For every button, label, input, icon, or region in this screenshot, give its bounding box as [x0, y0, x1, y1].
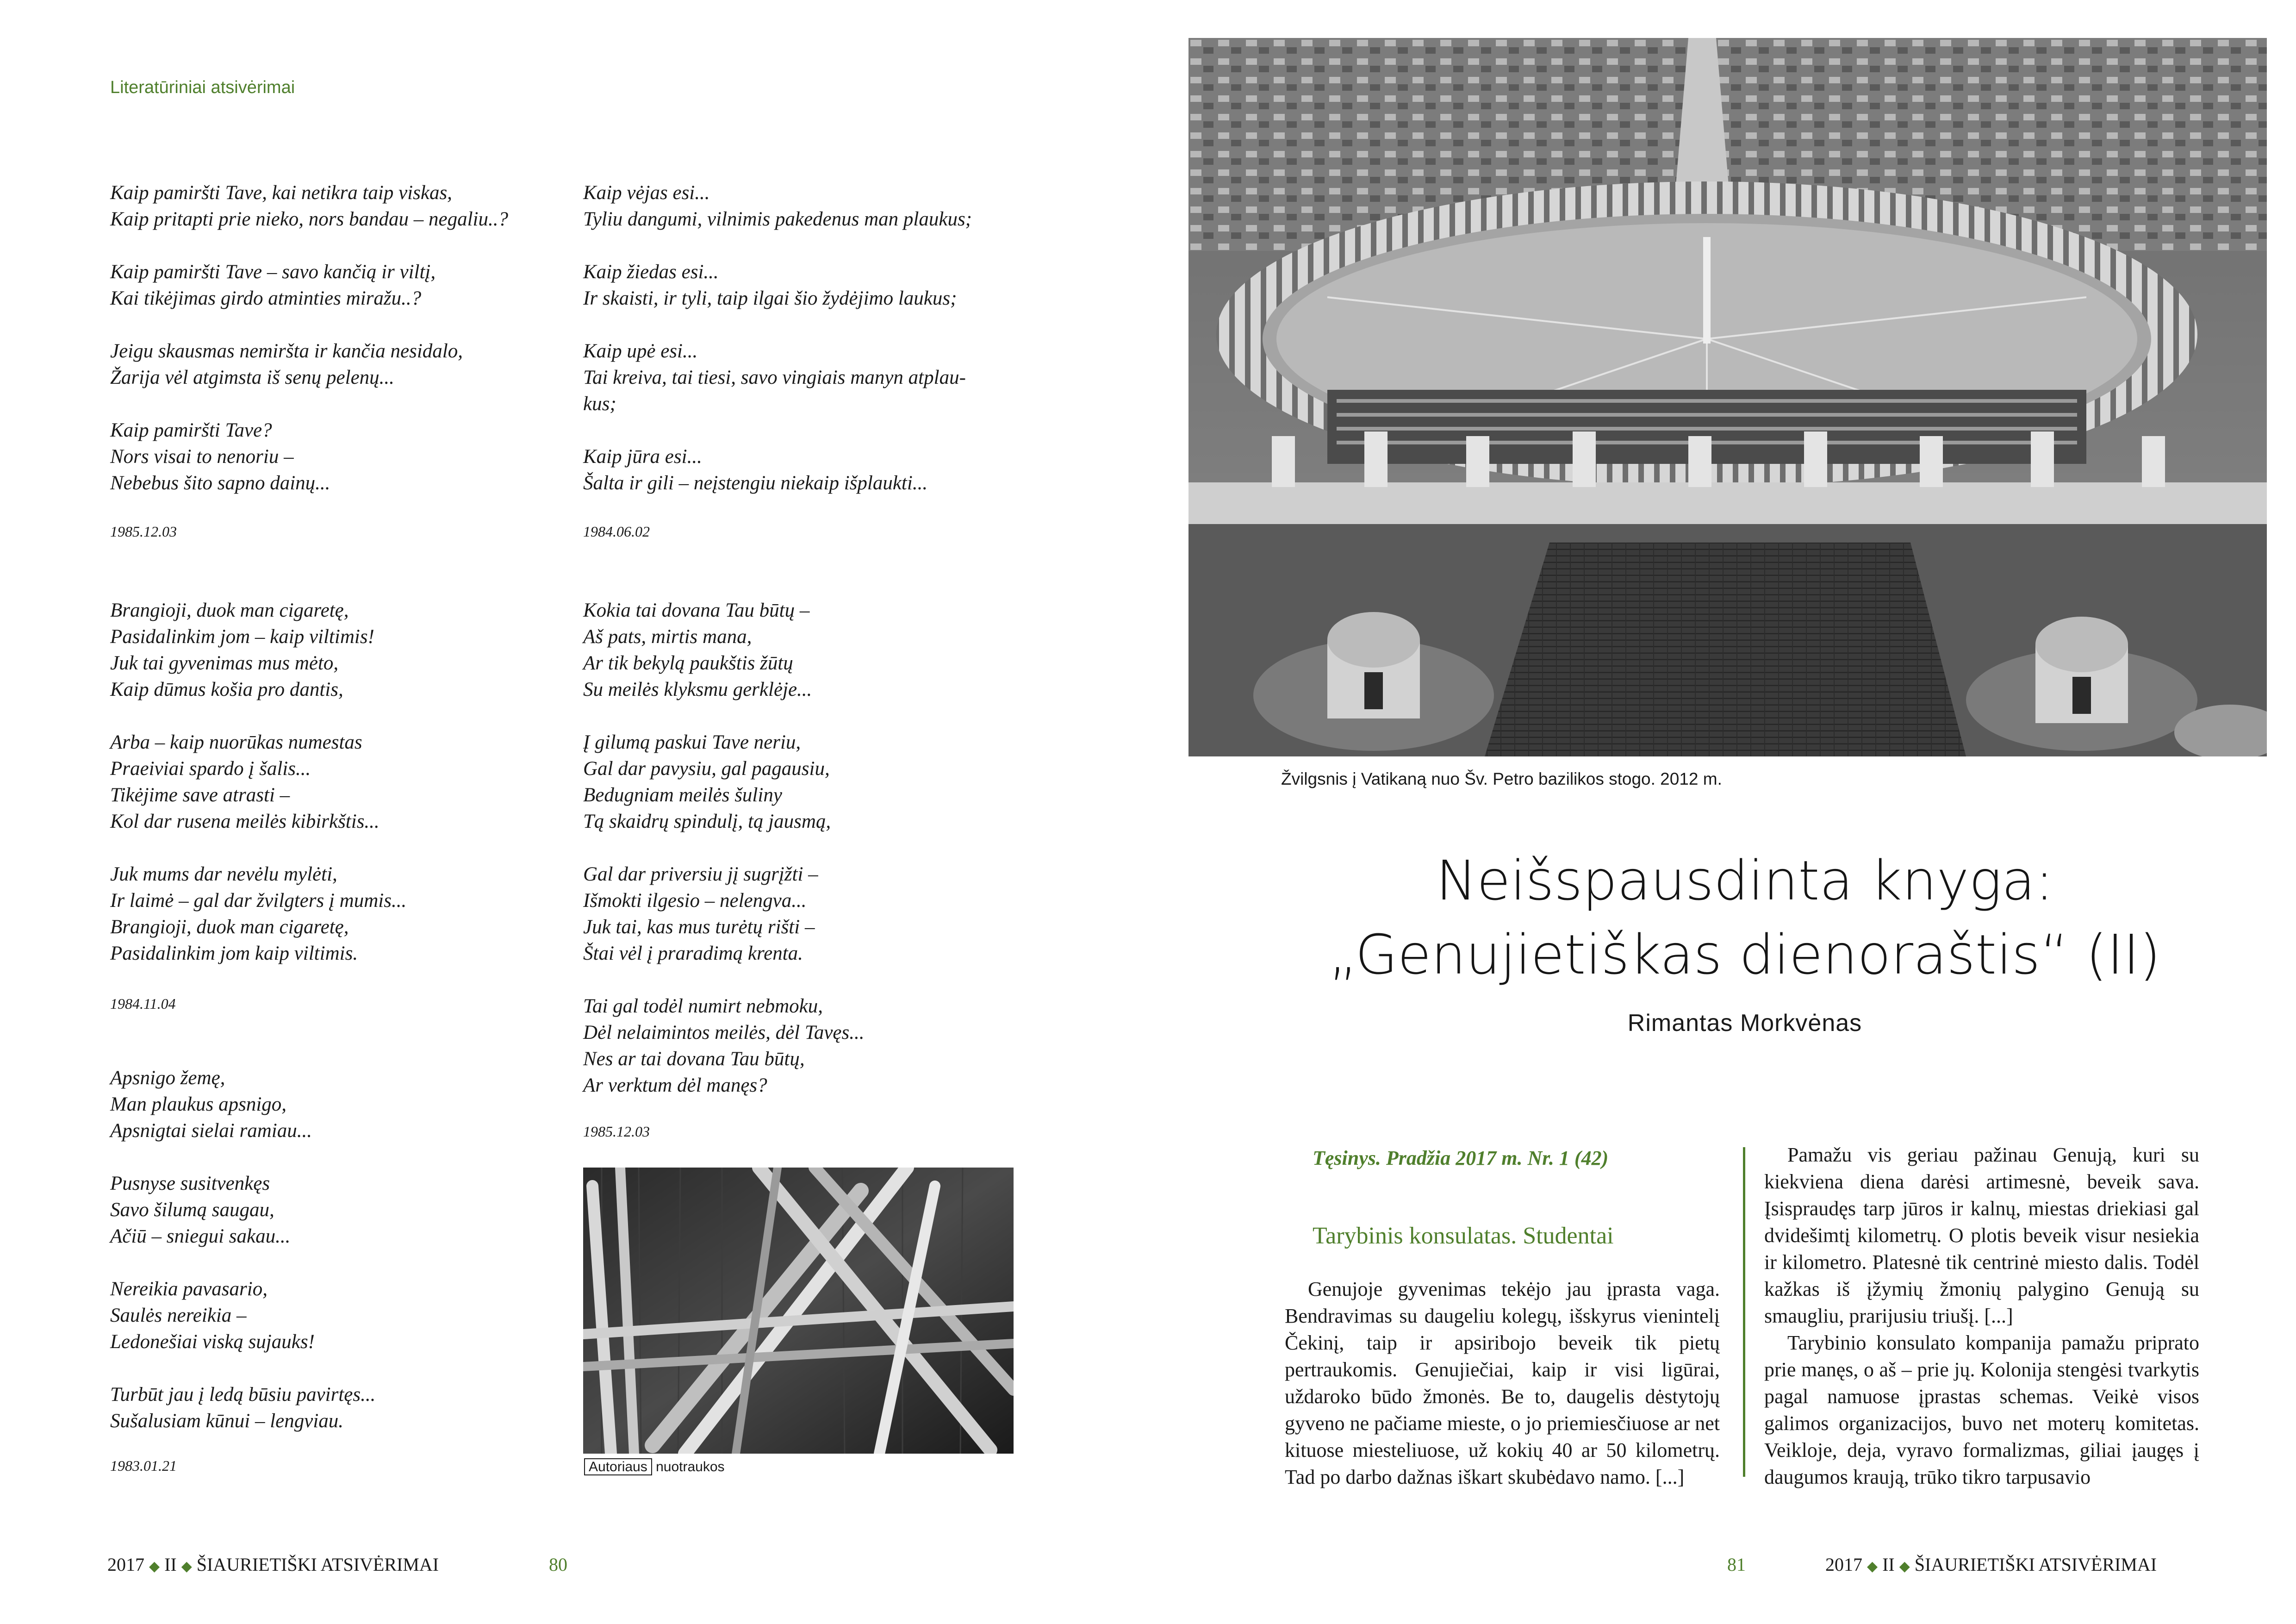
poem-line: Kokia tai dovana Tau būtų – — [583, 600, 810, 621]
poem-line: Kai tikėjimas girdo atminties miražu..? — [110, 287, 422, 309]
poem-line: Praeiviai spardo į šalis... — [110, 758, 311, 780]
poem-line: Kaip žiedas esi... — [583, 261, 719, 283]
poem-line: Ir laimė – gal dar žvilgters į mumis... — [110, 890, 407, 912]
photo-credit-rest: nuotraukos — [656, 1459, 725, 1474]
poem-line: Arba – kaip nuorūkas numestas — [110, 731, 362, 753]
stanza-break — [583, 835, 865, 861]
poem-line: Juk tai, kas mus turėtų rišti – — [583, 916, 815, 938]
wood-sticks-photo — [583, 1168, 1014, 1454]
article-title-line1: Neišspausdinta knyga: — [1436, 849, 2054, 912]
stanza-break — [583, 232, 972, 259]
poem-line: Tikėjime save atrasti – — [110, 784, 290, 806]
poem-left-2 — [110, 597, 406, 967]
poem-date: 1983.01.21 — [110, 1457, 177, 1474]
poem-line: Apsnigtai sielai ramiau... — [110, 1120, 312, 1142]
poem-line: Gal dar pavysiu, gal pagausiu, — [583, 758, 830, 780]
footer-year: 2017 — [1825, 1554, 1862, 1575]
poem-line: Pasidalinkim jom kaip viltimis. — [110, 943, 358, 964]
poem-left-1 — [110, 180, 508, 496]
poem-line: Kaip pamiršti Tave – savo kančią ir viltį, — [110, 261, 436, 283]
poem-line: Savo šilumą saugau, — [110, 1199, 274, 1221]
column-divider — [1743, 1147, 1745, 1477]
page-number-right: 81 — [1727, 1554, 1746, 1575]
footer-issue: II — [164, 1554, 177, 1575]
footer-journal: ŠIAURIETIŠKI ATSIVĖRIMAI — [196, 1554, 439, 1575]
poem-date: 1984.11.04 — [110, 995, 176, 1012]
article-paragraph: Pamažu vis geriau pažinau Genują, kuri su kiekviena diena darėsi artimesnė, beveik sava. Įsispraudęs tarp jūros ir kalnų, miestas driekiasi gal dvidešimtį kilometrų. O plotis beveik visur nesiekia ir kilometro. Platesnė tik centrinė miesto dalis. Todėl kažkas iš įžymių žmonių palygino Genują su smaugliu, prarijusiu triušį. [...] — [1764, 1143, 2199, 1327]
poem-line: Gal dar priversiu jį sugrįžti – — [583, 863, 818, 885]
stanza-break — [110, 703, 406, 729]
poem-line: Su meilės klyksmu gerklėje... — [583, 679, 812, 700]
poem-line: Kaip pritapti prie nieko, nors bandau – negaliu..? — [110, 208, 508, 230]
poem-line: Kaip jūra esi... — [583, 446, 702, 468]
poem-line: Ledonešiai viską sujauks! — [110, 1331, 315, 1353]
poem-line: Sušalusiam kūnui – lengviau. — [110, 1410, 344, 1432]
article-paragraph: Genujoje gyvenimas tekėjo jau įprasta vaga. Bendravimas su daugeliu kolegų, išskyrus vienintelį Čekinį, taip ir apsiribojo beveik tik pietų pertraukomis. Genujiečiai, kaip ir visi ligūrai, uždaroko būdo žmonės. Be to, daugelis dėstytojų gyveno ne pačiame mieste, o jo priemiesčiuose ar net kituose miesteliuose, už kokių 40 ar 50 kilometrų. Tad po darbo dažnas iškart skubėdavo namo. [...] — [1285, 1278, 1720, 1488]
article-column-2 — [1764, 1142, 2199, 1491]
poem-line: Tyliu dangumi, vilnimis pakedenus man plaukus; — [583, 208, 972, 230]
poem-line: Ar tik bekylą paukštis žūtų — [583, 652, 793, 674]
stanza-break — [110, 391, 508, 417]
poem-line: Kaip dūmus košia pro dantis, — [110, 679, 343, 700]
poem-line: Nes ar tai dovana Tau būtų, — [583, 1048, 805, 1070]
poem-date: 1984.06.02 — [583, 523, 650, 540]
section-label: Literatūriniai atsivėrimai — [110, 78, 295, 97]
poem-line: Į gilumą paskui Tave neriu, — [583, 731, 801, 753]
poem-date: 1985.12.03 — [583, 1123, 650, 1140]
poem-line: Tai gal todėl numirt nebmoku, — [583, 995, 823, 1017]
poem-line: Tą skaidrų spindulį, tą jausmą, — [583, 811, 831, 832]
stanza-break — [110, 232, 508, 259]
footer-bullet-icon: ◆ — [149, 1559, 160, 1574]
poem-line: Kaip pamiršti Tave? — [110, 419, 272, 441]
poem-line: Tai kreiva, tai tiesi, savo vingiais manyn atplau- — [583, 367, 966, 388]
poem-line: Juk mums dar nevėlu mylėti, — [110, 863, 337, 885]
article-subheading: Tarybinis konsulatas. Studentai — [1313, 1223, 1614, 1249]
article-paragraph: Tarybinio konsulato kompanija pamažu priprato prie manęs, o aš – prie jų. Kolonija stengėsi tvarkytis pagal namuose įprastas schemas. Veikė visos galimos organizacijos, buvo net moterų komitetas. Veikloje, deja, vyravo formalizmas, giliai įaugęs į daugumos kraują, trūko tikro tarpusavio — [1764, 1331, 2199, 1488]
poem-line: Turbūt jau į ledą būsiu pavirtęs... — [110, 1384, 376, 1405]
poem-line: Man plaukus apsnigo, — [110, 1093, 287, 1115]
article-author: Rimantas Morkvėnas — [1627, 1010, 1862, 1037]
poem-line: Bedugniam meilės šuliny — [583, 784, 782, 806]
poem-line: Kaip vėjas esi... — [583, 182, 710, 204]
stanza-break — [583, 312, 972, 338]
footer-issue: II — [1882, 1554, 1895, 1575]
poem-date: 1985.12.03 — [110, 523, 177, 540]
vatican-caption: Žvilgsnis į Vatikaną nuo Šv. Petro bazilikos stogo. 2012 m. — [1281, 769, 1722, 788]
vatican-photo — [1188, 38, 2267, 756]
stanza-break — [583, 703, 865, 729]
article-column-1 — [1285, 1276, 1720, 1491]
poem-line: Jeigu skausmas nemiršta ir kančia nesidalo, — [110, 340, 463, 362]
poem-line: Pusnyse susitvenkęs — [110, 1173, 270, 1194]
poem-line: Kaip pamiršti Tave, kai netikra taip viskas, — [110, 182, 452, 204]
footer-right — [1825, 1554, 2157, 1575]
poem-line: Ir skaisti, ir tyli, taip ilgai šio žydėjimo laukus; — [583, 287, 957, 309]
footer-bullet-icon: ◆ — [1899, 1559, 1910, 1574]
stanza-break — [583, 417, 972, 443]
poem-line: Štai vėl į praradimą krenta. — [583, 943, 803, 964]
stanza-break — [110, 312, 508, 338]
footer-bullet-icon: ◆ — [181, 1559, 192, 1574]
poem-line: Nebebus šito sapno dainų... — [110, 472, 330, 494]
poem-line: Šalta ir gili – neįstengiu niekaip išplaukti... — [583, 472, 928, 494]
poem-line: Nors visai to nenoriu – — [110, 446, 294, 468]
poem-line: Ačiū – sniegui sakau... — [110, 1225, 291, 1247]
photo-credit-boxed: Autoriaus — [584, 1458, 652, 1475]
poem-line: Išmokti ilgesio – nelengva... — [583, 890, 807, 912]
poem-line: kus; — [583, 393, 616, 415]
poem-line: Kaip upė esi... — [583, 340, 698, 362]
poem-line: Pasidalinkim jom – kaip viltimis! — [110, 626, 374, 648]
poem-middle-2 — [583, 597, 865, 1099]
poem-line: Nereikia pavasario, — [110, 1278, 268, 1300]
poem-line: Žarija vėl atgimsta iš senų pelenų... — [110, 367, 394, 388]
photo-credit — [584, 1459, 725, 1475]
poem-line: Apsnigo žemę, — [110, 1067, 225, 1089]
stanza-break — [110, 1249, 375, 1276]
stanza-break — [110, 835, 406, 861]
stanza-break — [583, 967, 865, 993]
poem-middle-1 — [583, 180, 972, 496]
footer-year: 2017 — [107, 1554, 144, 1575]
poem-line: Juk tai gyvenimas mus mėto, — [110, 652, 339, 674]
poem-line: Aš pats, mirtis mana, — [583, 626, 752, 648]
article-title-line2: „Genujietiškas dienoraštis“ (II) — [1329, 923, 2161, 987]
poem-line: Ar verktum dėl manęs? — [583, 1074, 767, 1096]
poem-line: Brangioji, duok man cigaretę, — [110, 916, 349, 938]
continuation-note: Tęsinys. Pradžia 2017 m. Nr. 1 (42) — [1313, 1147, 1609, 1169]
stanza-break — [110, 1355, 375, 1381]
poem-left-3 — [110, 1065, 375, 1434]
footer-left — [107, 1554, 439, 1575]
footer-bullet-icon: ◆ — [1867, 1559, 1878, 1574]
poem-line: Kol dar rusena meilės kibirkštis... — [110, 811, 380, 832]
poem-line: Saulės nereikia – — [110, 1305, 247, 1326]
page-number-left: 80 — [549, 1554, 567, 1575]
stanza-break — [110, 1144, 375, 1170]
poem-line: Dėl nelaimintos meilės, dėl Tavęs... — [583, 1022, 865, 1043]
poem-line: Brangioji, duok man cigaretę, — [110, 600, 349, 621]
footer-journal: ŠIAURIETIŠKI ATSIVĖRIMAI — [1914, 1554, 2157, 1575]
